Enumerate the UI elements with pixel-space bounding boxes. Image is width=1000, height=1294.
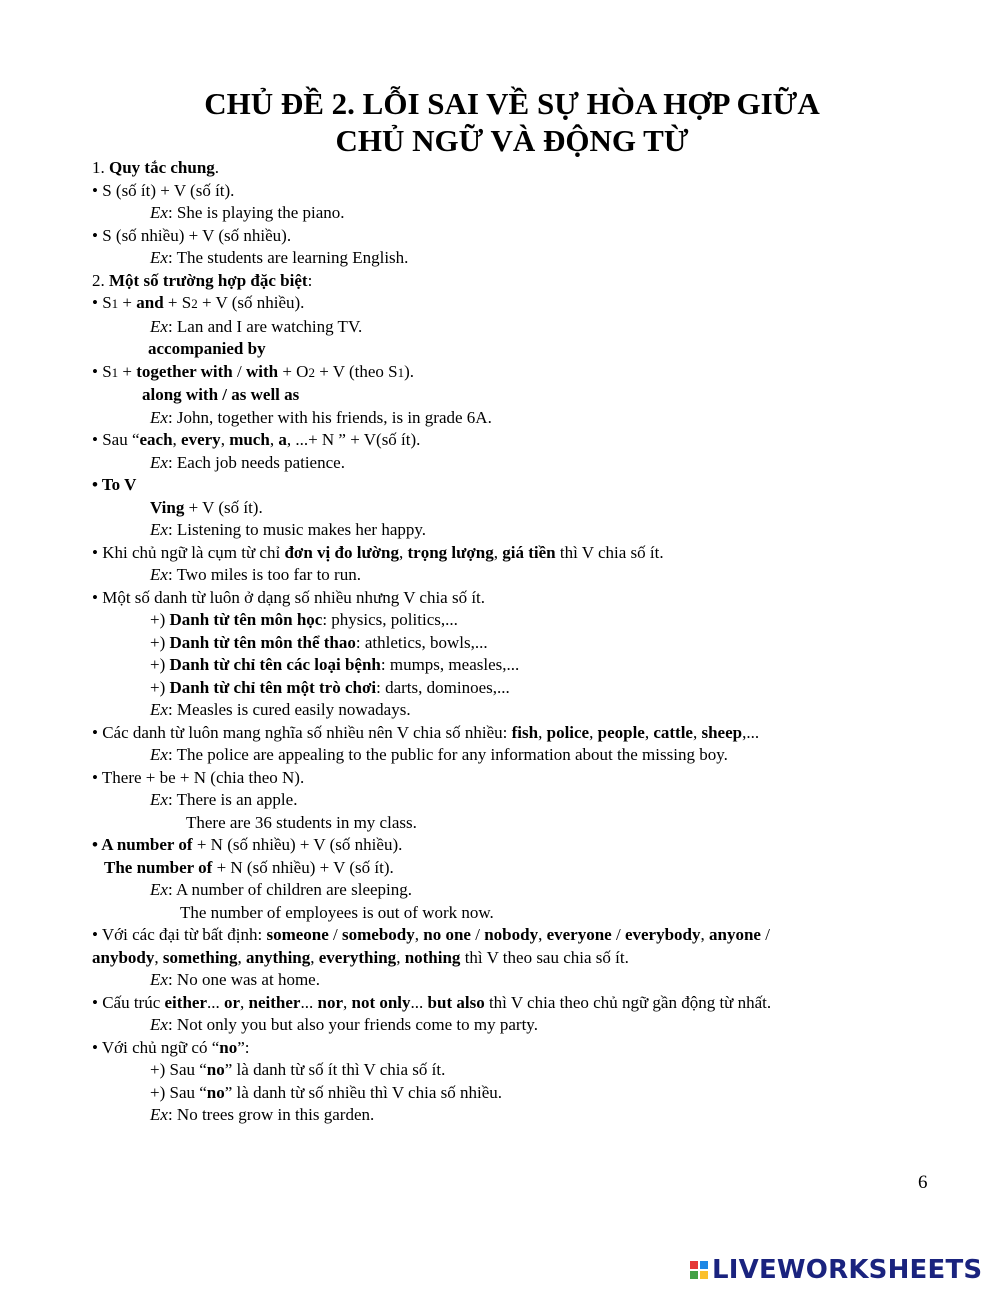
logo-text: LIVEWORKSHEETS: [712, 1255, 983, 1285]
document-body: [92, 157, 972, 1127]
rule-a-number-of: • A number of + N (số nhiều) + V (số nhiều).: [92, 835, 403, 854]
example-there-2: There are 36 students in my class.: [186, 812, 417, 832]
example-number: Ex: A number of children are sleeping.: [150, 880, 413, 899]
rule-there-be: • There + be + N (chia theo N).: [92, 767, 305, 787]
rule-plural: • S (số nhiều) + V (số nhiều).: [92, 225, 292, 245]
rule-to-v: • To V: [92, 475, 137, 494]
page-number: 6: [918, 1172, 928, 1193]
liveworksheets-logo-icon: [690, 1261, 708, 1279]
list-item: +) Danh từ chỉ tên một trò chơi: darts, dominoes,...: [150, 677, 510, 697]
example-either: Ex: Not only you but also your friends come to my party.: [150, 1015, 538, 1034]
example-number-2: The number of employees is out of work now.: [180, 902, 494, 922]
section-2-heading: 2. Một số trường hợp đặc biệt:: [92, 270, 313, 290]
rule-indefinite-pronouns: • Với các đại từ bất định: someone / somebody, no one / nobody, everyone / everybody, anyone /: [92, 925, 770, 944]
rule-and: • S1 + and + S2 + V (số nhiều).: [92, 293, 305, 312]
logo-square-icon: [690, 1261, 698, 1269]
rule-no: • Với chủ ngữ có “no”:: [92, 1037, 250, 1057]
rule-indefinite-pronouns-cont: anybody, something, anything, everything, nothing thì V theo sau chia số ít.: [92, 947, 629, 967]
list-item: +) Danh từ chỉ tên các loại bệnh: mumps, measles,...: [150, 655, 520, 674]
list-item: +) Danh từ tên môn thể thao: athletics, bowls,...: [150, 632, 488, 652]
rule-the-number-of: The number of + N (số nhiều) + V (số ít).: [104, 857, 394, 877]
page-title-line-1: CHỦ ĐỀ 2. LỖI SAI VỀ SỰ HÒA HỢP GIỮA: [204, 86, 820, 121]
rule-together-with: • S1 + together with / with + O2 + V (theo S1).: [92, 361, 415, 381]
example-units: Ex: Two miles is too far to run.: [150, 565, 361, 584]
page-title-line-2: CHỦ NGỮ VÀ ĐỘNG TỪ: [335, 123, 689, 158]
example-indefinite: Ex: No one was at home.: [150, 970, 320, 989]
logo-square-icon: [700, 1271, 708, 1279]
logo-square-icon: [700, 1261, 708, 1269]
accompanied-by: accompanied by: [148, 339, 266, 358]
example-singular: Ex: She is playing the piano.: [150, 203, 345, 222]
rule-plural-form: • Một số danh từ luôn ở dạng số nhiều nhưng V chia số ít.: [92, 587, 486, 607]
rule-collective: • Các danh từ luôn mang nghĩa số nhiều nên V chia số nhiều: fish, police, people, cattle, sheep,...: [92, 722, 760, 742]
example-plural: Ex: The students are learning English.: [150, 248, 409, 267]
section-1-heading: 1. Quy tắc chung.: [92, 158, 220, 177]
example-there: Ex: There is an apple.: [150, 790, 298, 809]
example-each: Ex: Each job needs patience.: [150, 452, 345, 472]
rule-ving: Ving + V (số ít).: [150, 497, 263, 517]
example-no: Ex: No trees grow in this garden.: [150, 1105, 375, 1124]
list-item: +) Danh từ tên môn học: physics, politics,...: [150, 610, 458, 629]
example-measles: Ex: Measles is cured easily nowadays.: [150, 700, 411, 719]
along-with: along with / as well as: [142, 385, 300, 404]
example-ving: Ex: Listening to music makes her happy.: [150, 520, 427, 539]
liveworksheets-logo: [690, 1253, 982, 1287]
rule-singular: • S (số ít) + V (số ít).: [92, 180, 235, 200]
list-item: +) Sau “no” là danh từ số nhiều thì V chia số nhiều.: [150, 1082, 503, 1102]
example-and: Ex: Lan and I are watching TV.: [150, 316, 363, 336]
logo-square-icon: [690, 1271, 698, 1279]
rule-either-or: • Cấu trúc either... or, neither... nor, not only... but also thì V chia theo chủ ngữ gần động từ nhất.: [92, 992, 772, 1012]
example-police: Ex: The police are appealing to the public for any information about the missing boy.: [150, 745, 728, 764]
rule-units: • Khi chủ ngữ là cụm từ chỉ đơn vị đo lường, trọng lượng, giá tiền thì V chia số ít.: [92, 542, 664, 562]
rule-each: • Sau “each, every, much, a, ...+ N ” + V(số ít).: [92, 430, 421, 449]
list-item: +) Sau “no” là danh từ số ít thì V chia số ít.: [150, 1060, 446, 1079]
example-together: Ex: John, together with his friends, is in grade 6A.: [150, 407, 492, 427]
